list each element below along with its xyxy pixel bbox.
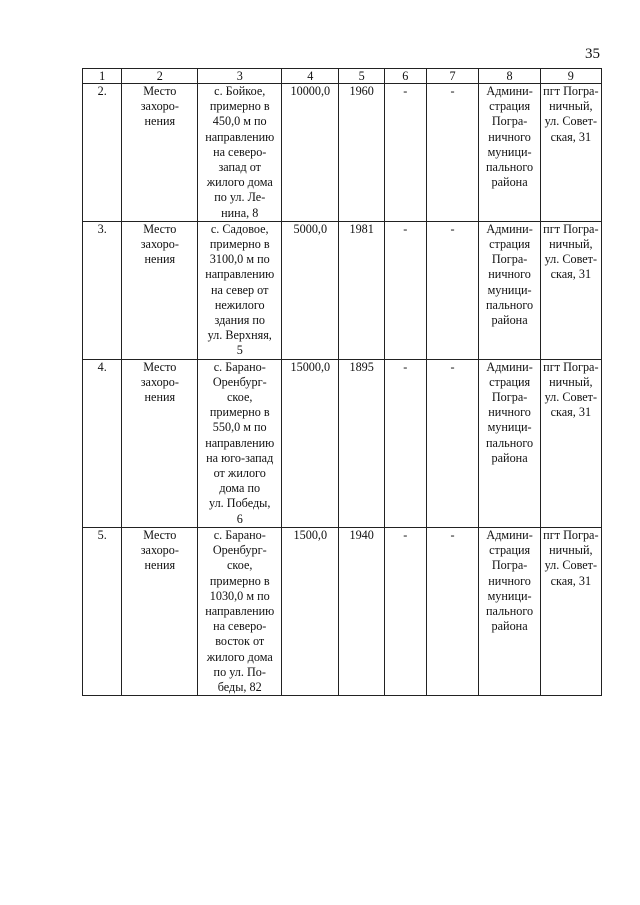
table-row — [83, 84, 602, 222]
column-header: 1 — [83, 69, 122, 84]
owner-address: пгт Погра- ничный, ул. Совет- ская, 31 — [540, 527, 601, 695]
column-header: 6 — [385, 69, 427, 84]
owner-address: пгт Погра- ничный, ул. Совет- ская, 31 — [540, 221, 601, 359]
site-area: 1500,0 — [282, 527, 339, 695]
column-7-value: - — [426, 221, 479, 359]
site-type: Место захоро- нения — [122, 359, 198, 527]
site-area: 15000,0 — [282, 359, 339, 527]
site-area: 10000,0 — [282, 84, 339, 222]
table-row — [83, 359, 602, 527]
site-year: 1981 — [339, 221, 385, 359]
site-year: 1895 — [339, 359, 385, 527]
column-header: 7 — [426, 69, 479, 84]
column-header: 8 — [479, 69, 540, 84]
page-number: 35 — [585, 46, 600, 62]
column-header: 3 — [198, 69, 282, 84]
owner-address: пгт Погра- ничный, ул. Совет- ская, 31 — [540, 84, 601, 222]
site-type: Место захоро- нения — [122, 221, 198, 359]
row-number: 2. — [83, 84, 122, 222]
site-year: 1960 — [339, 84, 385, 222]
site-year: 1940 — [339, 527, 385, 695]
header-row — [83, 69, 602, 84]
site-type: Место захоро- нения — [122, 84, 198, 222]
site-owner: Админи- страция Погра- ничного муници- пального района — [479, 84, 540, 222]
site-owner: Админи- страция Погра- ничного муници- пального района — [479, 359, 540, 527]
owner-address: пгт Погра- ничный, ул. Совет- ская, 31 — [540, 359, 601, 527]
site-owner: Админи- страция Погра- ничного муници- пального района — [479, 527, 540, 695]
column-7-value: - — [426, 359, 479, 527]
column-header: 5 — [339, 69, 385, 84]
site-location: с. Бойкое, примерно в 450,0 м по направлению на северо- запад от жилого дома по ул. Ле- нина, 8 — [198, 84, 282, 222]
column-6-value: - — [385, 221, 427, 359]
site-location: с. Барано- Оренбург- ское, примерно в 550,0 м по направлению на юго-запад от жилого дома по ул. Победы, 6 — [198, 359, 282, 527]
site-owner: Админи- страция Погра- ничного муници- пального района — [479, 221, 540, 359]
table-row — [83, 527, 602, 695]
burial-sites-table — [82, 68, 602, 696]
column-6-value: - — [385, 527, 427, 695]
column-7-value: - — [426, 84, 479, 222]
row-number: 4. — [83, 359, 122, 527]
column-6-value: - — [385, 84, 427, 222]
column-header: 9 — [540, 69, 601, 84]
column-header: 4 — [282, 69, 339, 84]
column-7-value: - — [426, 527, 479, 695]
row-number: 5. — [83, 527, 122, 695]
site-type: Место захоро- нения — [122, 527, 198, 695]
site-area: 5000,0 — [282, 221, 339, 359]
row-number: 3. — [83, 221, 122, 359]
site-location: с. Барано- Оренбург- ское, примерно в 1030,0 м по направлению на северо- восток от жилого дома по ул. По- беды, 82 — [198, 527, 282, 695]
column-6-value: - — [385, 359, 427, 527]
column-header: 2 — [122, 69, 198, 84]
site-location: с. Садовое, примерно в 3100,0 м по направлению на север от нежилого здания по ул. Верхняя, 5 — [198, 221, 282, 359]
table-row — [83, 221, 602, 359]
